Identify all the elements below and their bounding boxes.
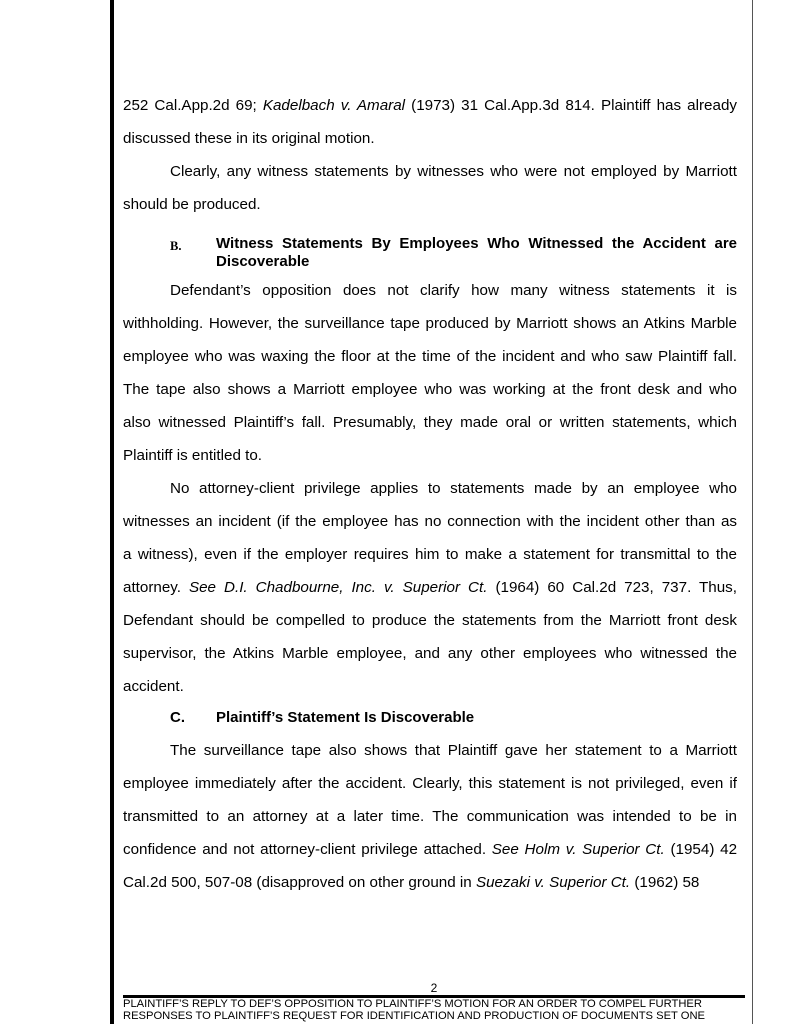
body-line: Defendant’s opposition does not clarify how many witness statements it is: [170, 282, 737, 299]
footer-caption-line2: RESPONSES TO PLAINTIFF’S REQUEST FOR IDENTIFICATION AND PRODUCTION OF DOCUMENTS SET ONE: [123, 1010, 706, 1022]
left-margin-rule: [110, 0, 114, 1024]
body-line: discussed these in its original motion.: [123, 130, 375, 147]
body-line: Defendant should be compelled to produce the statements from the Marriott front desk: [123, 612, 737, 629]
body-line: The surveillance tape also shows that Plaintiff gave her statement to a Marriott: [170, 742, 737, 759]
page-number: 2: [430, 981, 438, 995]
body-line: also witnessed Plaintiff’s fall. Presumably, they made oral or written statements, which: [123, 414, 737, 431]
footer-caption-line1: PLAINTIFF’S REPLY TO DEF’S OPPOSITION TO PLAINTIFF’S MOTION FOR AN ORDER TO COMPEL FURTHER: [123, 998, 702, 1010]
body-line: Plaintiff is entitled to.: [123, 447, 263, 464]
body-line: attorney. See D.I. Chadbourne, Inc. v. Superior Ct. (1964) 60 Cal.2d 723, 737. Thus,: [123, 579, 737, 596]
body-line: should be produced.: [123, 196, 261, 213]
body-line: witnesses an incident (if the employee has no connection with the incident other than as: [123, 513, 737, 530]
body-line: The tape also shows a Marriott employee who was working at the front desk and who: [123, 381, 737, 398]
right-margin-rule: [752, 0, 753, 1024]
body-line: accident.: [123, 678, 184, 695]
body-line: Clearly, any witness statements by witnesses who were not employed by Marriott: [170, 163, 737, 180]
case-citation: Suezaki v. Superior Ct.: [475, 874, 631, 891]
body-line: No attorney-client privilege applies to statements made by an employee who: [170, 480, 737, 497]
case-citation: See Holm v. Superior Ct.: [491, 841, 665, 858]
body-line: withholding. However, the surveillance tape produced by Marriott shows an Atkins Marble: [123, 315, 737, 332]
body-line: a witness), even if the employer requires him to make a statement for transmittal to the: [123, 546, 737, 563]
heading-c-text: Plaintiff’s Statement Is Discoverable: [216, 709, 475, 726]
body-line: Cal.2d 500, 507-08 (disapproved on other ground in Suezaki v. Superior Ct. (1962) 58: [123, 874, 700, 891]
case-citation: Kadelbach v. Amaral: [262, 97, 406, 114]
case-citation: See D.I. Chadbourne, Inc. v. Superior Ct.: [188, 579, 488, 596]
body-line: employee immediately after the accident. Clearly, this statement is not privileged, even if: [123, 775, 737, 792]
body-line: supervisor, the Atkins Marble employee, and any other employees who witnessed the: [123, 645, 737, 662]
body-line: transmitted to an attorney at a later time. The communication was intended to be in: [123, 808, 737, 825]
heading-c-letter: C.: [170, 709, 185, 726]
heading-b-letter: B.: [170, 239, 182, 253]
heading-b-line1: Witness Statements By Employees Who Witnessed the Accident are: [216, 235, 737, 252]
body-line: employee who was waxing the floor at the time of the incident and who saw Plaintiff fall.: [123, 348, 737, 365]
body-line: 252 Cal.App.2d 69; Kadelbach v. Amaral (1973) 31 Cal.App.3d 814. Plaintiff has already: [123, 97, 737, 114]
body-line: confidence and not attorney-client privilege attached. See Holm v. Superior Ct. (1954) 42: [123, 841, 738, 858]
heading-b-line2: Discoverable: [216, 253, 310, 270]
